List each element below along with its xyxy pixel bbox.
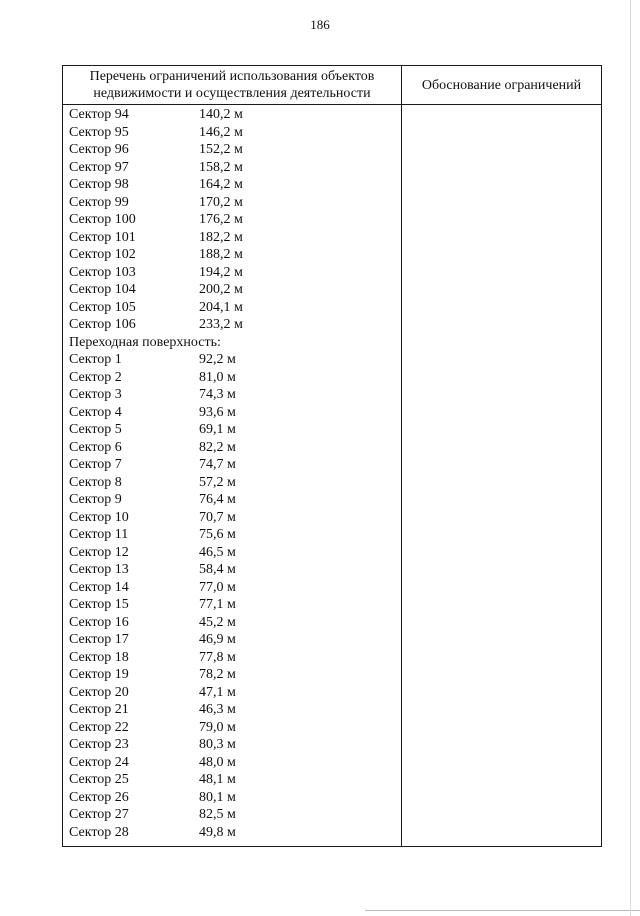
sector-name: Сектор 2 <box>69 369 122 385</box>
table-row <box>69 439 399 457</box>
table-row <box>69 736 399 754</box>
sector-name: Сектор 25 <box>69 772 129 787</box>
sector-height-value: 47,1 м <box>199 684 236 700</box>
sector-height-value: 70,7 м <box>199 509 236 525</box>
table-row <box>69 456 399 474</box>
sector-name: Сектор 103 <box>69 264 136 280</box>
sector-height-value: 57,2 м <box>199 474 236 490</box>
sector-name: Сектор 10 <box>69 509 129 525</box>
table-row <box>69 719 399 737</box>
restrictions-table <box>62 65 602 847</box>
sector-height-value: 48,0 м <box>199 754 236 770</box>
table-row <box>69 246 399 264</box>
sector-name: Сектор 3 <box>69 387 122 402</box>
sector-name: Сектор 101 <box>69 229 136 245</box>
table-row <box>69 614 399 632</box>
table-row <box>69 789 399 807</box>
sector-name: Сектор 104 <box>69 282 136 297</box>
table-row <box>69 474 399 492</box>
table-row <box>69 159 399 177</box>
sector-height-value: 75,6 м <box>199 527 236 542</box>
header-restrictions-list <box>63 68 401 102</box>
sector-height-value: 46,3 м <box>199 702 236 717</box>
sector-height-value: 79,0 м <box>199 719 236 735</box>
table-row <box>69 631 399 649</box>
sector-height-value: 92,2 м <box>199 352 236 367</box>
sector-height-value: 204,1 м <box>199 299 243 315</box>
page-number: 186 <box>310 17 330 32</box>
sector-height-value: 81,0 м <box>199 369 236 385</box>
sector-height-value: 188,2 м <box>199 247 243 262</box>
table-row <box>69 561 399 579</box>
sector-height-value: 80,1 м <box>199 789 236 805</box>
sector-name: Сектор 19 <box>69 667 129 682</box>
table-row <box>69 491 399 509</box>
table-row <box>69 544 399 562</box>
page-edge-right <box>630 0 631 916</box>
sector-name: Сектор 4 <box>69 404 122 420</box>
sector-height-value: 82,2 м <box>199 439 236 455</box>
table-row <box>69 754 399 772</box>
sector-name: Сектор 12 <box>69 544 129 560</box>
sector-name: Сектор 8 <box>69 474 122 490</box>
table-row <box>69 649 399 667</box>
table-row <box>69 211 399 229</box>
table-row <box>69 106 399 124</box>
table-row <box>69 141 399 159</box>
sector-name: Сектор 24 <box>69 754 129 770</box>
table-row <box>69 666 399 684</box>
sector-name: Сектор 16 <box>69 614 129 630</box>
sector-height-value: 78,2 м <box>199 667 236 682</box>
sector-name: Сектор 20 <box>69 684 129 700</box>
sector-height-value: 48,1 м <box>199 772 236 787</box>
sector-name: Сектор 105 <box>69 299 136 315</box>
table-row <box>69 264 399 282</box>
table-row <box>69 684 399 702</box>
sector-height-value: 176,2 м <box>199 212 243 227</box>
sector-height-value: 182,2 м <box>199 229 243 245</box>
sector-name: Сектор 6 <box>69 439 122 455</box>
page-edge-bottom <box>365 910 640 911</box>
sector-name: Сектор 18 <box>69 649 129 665</box>
sector-name: Сектор 98 <box>69 177 129 192</box>
table-row <box>69 771 399 789</box>
sector-name: Сектор 5 <box>69 422 122 437</box>
table-row <box>69 404 399 422</box>
sector-name: Сектор 97 <box>69 159 129 175</box>
sector-height-value: 45,2 м <box>199 614 236 630</box>
table-rows <box>69 106 399 841</box>
table-row <box>69 824 399 842</box>
sector-height-value: 77,8 м <box>199 649 236 665</box>
sector-name: Сектор 26 <box>69 789 129 805</box>
header-divider <box>63 104 601 105</box>
sector-height-value: 80,3 м <box>199 737 236 752</box>
sector-height-value: 69,1 м <box>199 422 236 437</box>
table-row <box>69 351 399 369</box>
table-row <box>69 281 399 299</box>
sector-height-value: 200,2 м <box>199 282 243 297</box>
sector-name: Сектор 27 <box>69 807 129 822</box>
table-row <box>69 386 399 404</box>
sector-height-value: 140,2 м <box>199 107 243 122</box>
sector-height-value: 152,2 м <box>199 142 243 157</box>
sector-name: Сектор 106 <box>69 317 136 332</box>
sector-height-value: 77,0 м <box>199 579 236 595</box>
sector-height-value: 74,7 м <box>199 457 236 472</box>
table-row <box>69 124 399 142</box>
sector-height-value: 76,4 м <box>199 492 236 507</box>
sector-name: Сектор 96 <box>69 142 129 157</box>
sector-height-value: 194,2 м <box>199 264 243 280</box>
table-row <box>69 421 399 439</box>
sector-name: Сектор 1 <box>69 352 122 367</box>
sector-name: Переходная поверхность: <box>69 334 221 350</box>
table-row <box>69 229 399 247</box>
sector-name: Сектор 13 <box>69 562 129 577</box>
table-row <box>69 316 399 334</box>
table-row <box>69 509 399 527</box>
sector-name: Сектор 17 <box>69 632 129 647</box>
header-justification: Обоснование ограничений <box>421 78 582 93</box>
sector-name: Сектор 9 <box>69 492 122 507</box>
sector-name: Сектор 14 <box>69 579 129 595</box>
sector-height-value: 46,9 м <box>199 632 236 647</box>
sector-name: Сектор 22 <box>69 719 129 735</box>
sector-name: Сектор 99 <box>69 194 129 210</box>
sector-name: Сектор 102 <box>69 247 136 262</box>
sector-name: Сектор 100 <box>69 212 136 227</box>
table-row <box>69 176 399 194</box>
sector-name: Сектор 94 <box>69 107 129 122</box>
sector-name: Сектор 7 <box>69 457 122 472</box>
sector-height-value: 164,2 м <box>199 177 243 192</box>
sector-height-value: 58,4 м <box>199 562 236 577</box>
table-row <box>69 194 399 212</box>
sector-name: Сектор 11 <box>69 527 129 542</box>
sector-height-value: 82,5 м <box>199 807 236 822</box>
table-row <box>69 369 399 387</box>
header-left-line-2: недвижимости и осуществления деятельности <box>93 86 371 101</box>
table-row <box>69 299 399 317</box>
table-row <box>69 701 399 719</box>
sector-height-value: 93,6 м <box>199 404 236 420</box>
sector-height-value: 77,1 м <box>199 597 236 612</box>
table-row <box>69 596 399 614</box>
sector-name: Сектор 15 <box>69 597 129 612</box>
sector-height-value: 46,5 м <box>199 544 236 560</box>
column-divider <box>401 66 402 846</box>
sector-height-value: 74,3 м <box>199 387 236 402</box>
table-row <box>69 579 399 597</box>
sector-height-value: 49,8 м <box>199 824 236 840</box>
sector-height-value: 158,2 м <box>199 159 243 175</box>
sector-name: Сектор 28 <box>69 824 129 840</box>
table-row <box>69 806 399 824</box>
sector-name: Сектор 95 <box>69 124 129 140</box>
sector-name: Сектор 21 <box>69 702 129 717</box>
table-row <box>69 526 399 544</box>
sector-name: Сектор 23 <box>69 737 129 752</box>
table-row <box>69 334 399 352</box>
sector-height-value: 170,2 м <box>199 194 243 210</box>
sector-height-value: 233,2 м <box>199 317 243 332</box>
sector-height-value: 146,2 м <box>199 124 243 140</box>
header-left-line-1: Перечень ограничений использования объектов <box>89 69 375 84</box>
